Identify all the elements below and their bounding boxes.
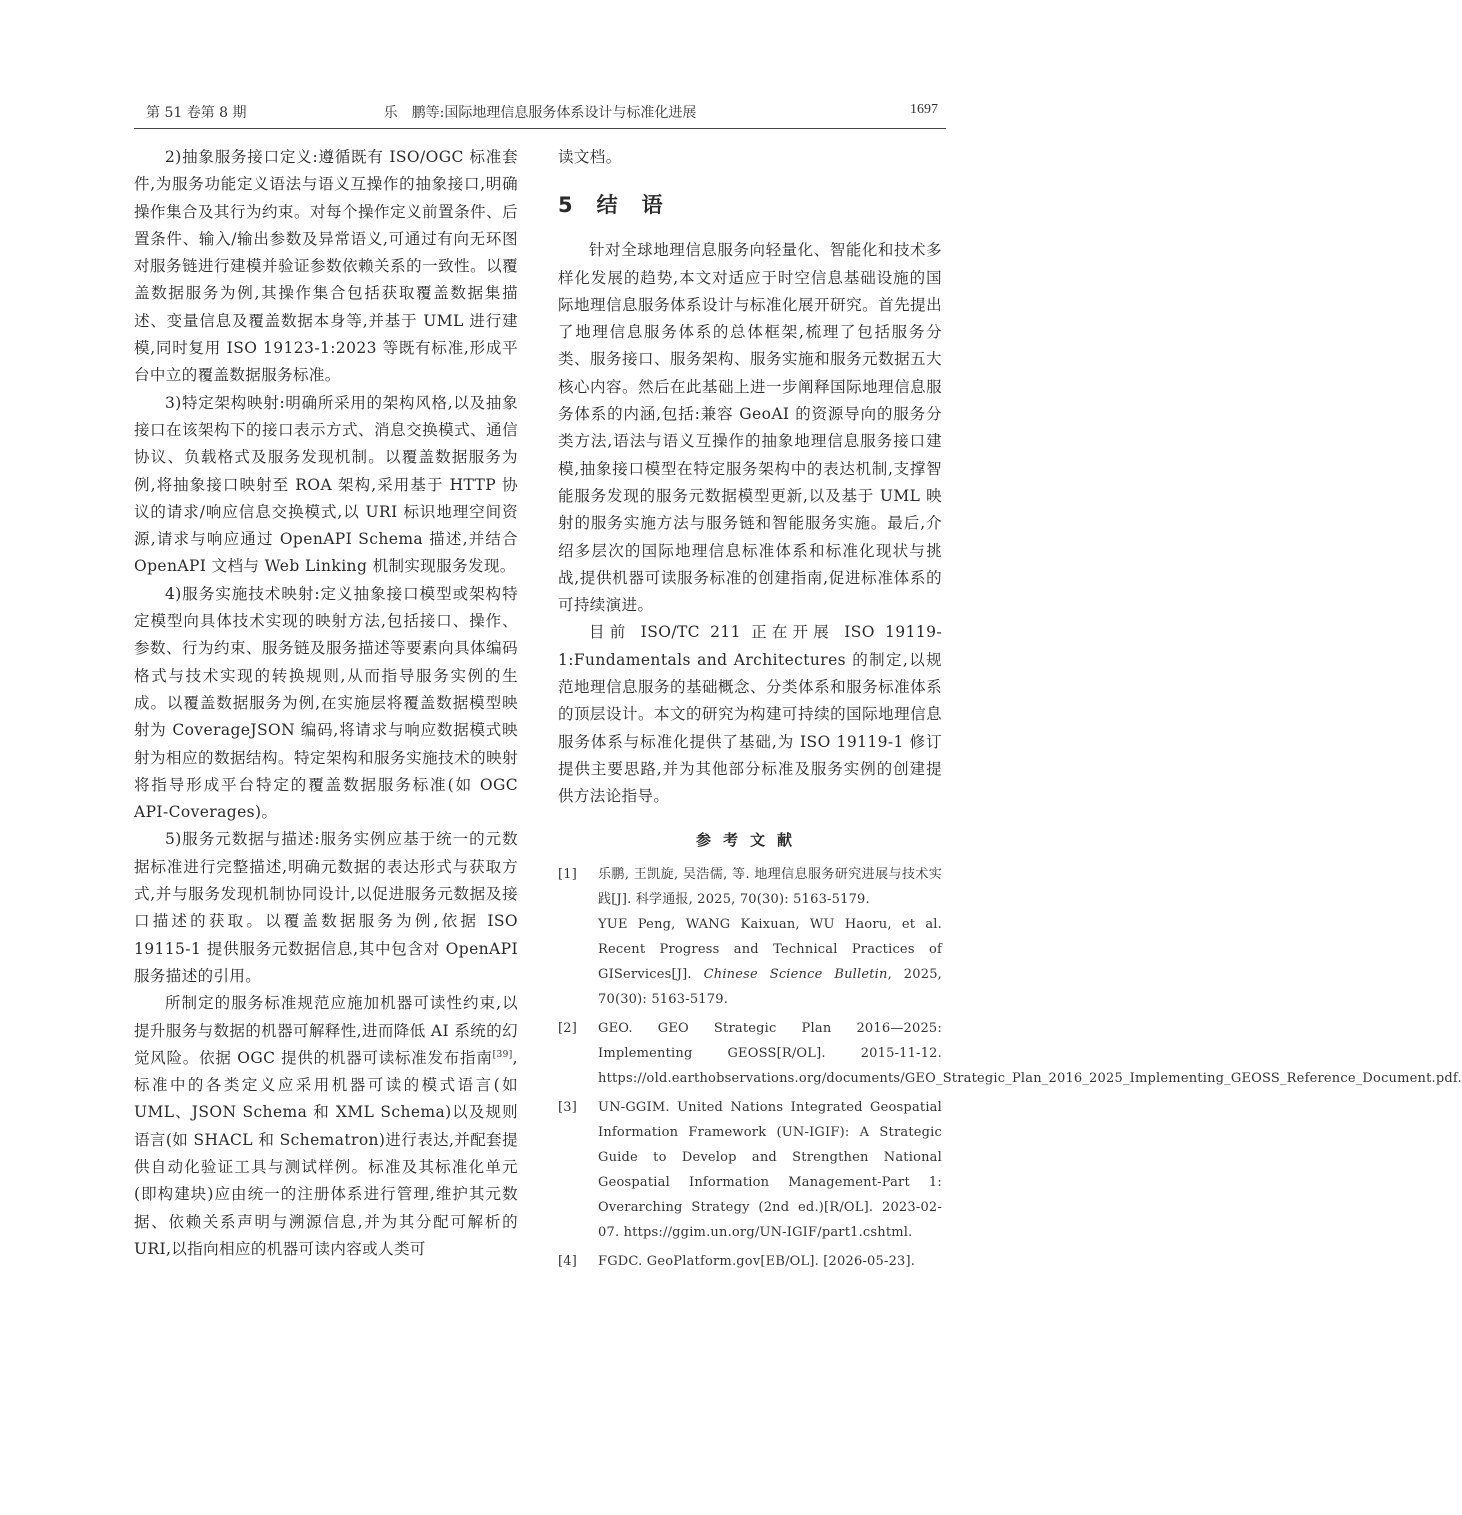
- reference-text-cn: 乐鹏, 王凯旋, 吴浩儒, 等. 地理信息服务研究进展与技术实践[J]. 科学通报, 2025, 70(30): 5163-5179.: [598, 866, 942, 907]
- running-header: [134, 96, 946, 129]
- reference-text-part: YUE Peng, WANG Kaixuan, WU Haoru, et al. Recent Progress and Technical Practices of GIServices[J].: [598, 916, 942, 982]
- paragraph-future-work: 目前 ISO/TC 211 正在开展 ISO 19119-1:Fundamentals and Architectures 的制定,以规范地理信息服务的基础概念、分类体系和服务标准体系的顶层设计。本文的研究为构建可持续的国际地理信息服务体系与标准化提供了基础,为 ISO 19119-1 修订提供主要思路,并为其他部分标准及服务实例的创建提供方法论指导。: [558, 623, 942, 806]
- paragraph-text-part: ,标准中的各类定义应采用机器可读的模式语言(如 UML、JSON Schema 和 XML Schema)以及规则语言(如 SHACL 和 Schematron)进行表达,并配套提供自动化验证工具与测试样例。标准及其标准化单元(即构建块)应由统一的注册体系进行管理,维护其元数据、依赖关系声明与溯源信息,并为其分配可解析的 URI,以指向相应的机器可读内容或人类可: [134, 1048, 518, 1258]
- journal-volume-issue: 第 51 卷第 8 期: [146, 105, 247, 121]
- section-title-char: 语: [641, 193, 665, 218]
- paragraph-continuation: 读文档。: [558, 148, 622, 166]
- page-number: 1697: [910, 102, 938, 117]
- paragraph-conclusion: 针对全球地理信息服务向轻量化、智能化和技术多样化发展的趋势,本文对适应于时空信息基础设施的国际地理信息服务体系设计与标准化展开研究。首先提出了地理信息服务体系的总体框架,梳理了包括服务分类、服务接口、服务架构、服务实施和服务元数据五大核心内容。然后在此基础上进一步阐释国际地理信息服务体系的内涵,包括:兼容 GeoAI 的资源导向的服务分类方法,语法与语义互操作的抽象地理信息服务接口建模,抽象接口模型在特定服务架构中的表达机制,支撑智能服务发现的服务元数据模型更新,以及基于 UML 映射的服务实施方法与服务链和智能服务实施。最后,介绍多层次的国际地理信息标准体系和标准化现状与挑战,提供机器可读服务标准的创建指南,促进标准体系的可持续演进。: [558, 241, 942, 615]
- section-number: 5: [558, 193, 575, 218]
- paragraph-machine-readable: [134, 990, 518, 1263]
- reference-number: [4]: [558, 1253, 578, 1269]
- reference-number: [1]: [558, 866, 578, 882]
- left-column: [134, 144, 518, 1263]
- reference-item: [558, 862, 942, 1012]
- running-title: 乐 鹏等:国际地理信息服务体系设计与标准化进展: [383, 105, 697, 121]
- right-column: [558, 144, 1462, 1278]
- reference-text: UN-GGIM. United Nations Integrated Geospatial Information Framework (UN-IGIF): A Strategic Guide to Develop and Strengthen National Geospatial Information Management-Part 1: Overarching Strategy (2nd ed.)[R/OL]. 2023-02-07. https://ggim.un.org/UN-IGIF/part1.cshtml.: [598, 1099, 942, 1240]
- reference-text-part: , 2025, 70(30): 5163-5179.: [598, 966, 942, 1007]
- journal-name: Chinese Science Bulletin: [703, 966, 888, 982]
- citation-39: [39]: [492, 1049, 513, 1060]
- paragraph-service-metadata: 5)服务元数据与描述:服务实例应基于统一的元数据标准进行完整描述,明确元数据的表达形式与获取方式,并与服务发现机制协同设计,以促进服务元数据及接口描述的获取。以覆盖数据服务为例,依据 ISO 19115-1 提供服务元数据信息,其中包含对 OpenAPI 服务描述的引用。: [134, 830, 518, 985]
- reference-item: [558, 1095, 942, 1245]
- reference-text: FGDC. GeoPlatform.gov[EB/OL]. [2026-05-23].: [598, 1253, 916, 1269]
- paragraph-implementation-mapping: 4)服务实施技术映射:定义抽象接口模型或架构特定模型向具体技术实现的映射方法,包括接口、操作、参数、行为约束、服务链及服务描述等要素向具体编码格式与技术实现的转换规则,从而指导服务实例的生成。以覆盖数据服务为例,在实施层将覆盖数据模型映射为 CoverageJSON 编码,将请求与响应数据模式映射为相应的数据结构。特定架构和服务实施技术的映射将指导形成平台特定的覆盖数据服务标准(如 OGC API-Coverages)。: [134, 584, 518, 822]
- paragraph-architecture-mapping: 3)特定架构映射:明确所采用的架构风格,以及抽象接口在该架构下的接口表示方式、消息交换模式、通信协议、负载格式及服务发现机制。以覆盖数据服务为例,将抽象接口映射至 ROA 架构,采用基于 HTTP 协议的请求/响应信息交换模式,以 URI 标识地理空间资源,请求与响应通过 OpenAPI Schema 描述,并结合 OpenAPI 文档与 Web Linking 机制实现服务发现。: [134, 393, 518, 576]
- reference-number: [3]: [558, 1099, 578, 1115]
- reference-item: [558, 1249, 942, 1274]
- reference-item: [558, 1016, 1462, 1091]
- paragraph-text-part: 所制定的服务标准规范应施加机器可读性约束,以提升服务与数据的机器可解释性,进而降低 AI 系统的幻觉风险。依据 OGC 提供的机器可读标准发布指南: [134, 994, 518, 1067]
- section-title-char: 结: [596, 193, 620, 218]
- section-heading-conclusion: [558, 189, 942, 219]
- reference-text: GEO. GEO Strategic Plan 2016—2025: Implementing GEOSS[R/OL]. 2015-11-12. https://old.earthobservations.org/documents/GEO_Strategic_Plan_2016_2025_Implementing_GEOSS_Reference_Document.pdf.: [598, 1020, 1462, 1086]
- reference-text-en: [598, 912, 942, 1012]
- paragraph-abstract-interface: 2)抽象服务接口定义:遵循既有 ISO/OGC 标准套件,为服务功能定义语法与语义互操作的抽象接口,明确操作集合及其行为约束。对每个操作定义前置条件、后置条件、输入/输出参数及异常语义,可通过有向无环图对服务链进行建模并验证参数依赖关系的一致性。以覆盖数据服务为例,其操作集合包括获取覆盖数据集描述、变量信息及覆盖数据本身等,并基于 UML 进行建模,同时复用 ISO 19123-1:2023 等既有标准,形成平台中立的覆盖数据服务标准。: [134, 148, 518, 385]
- references-heading: 参考文献: [695, 830, 804, 849]
- reference-number: [2]: [558, 1020, 578, 1036]
